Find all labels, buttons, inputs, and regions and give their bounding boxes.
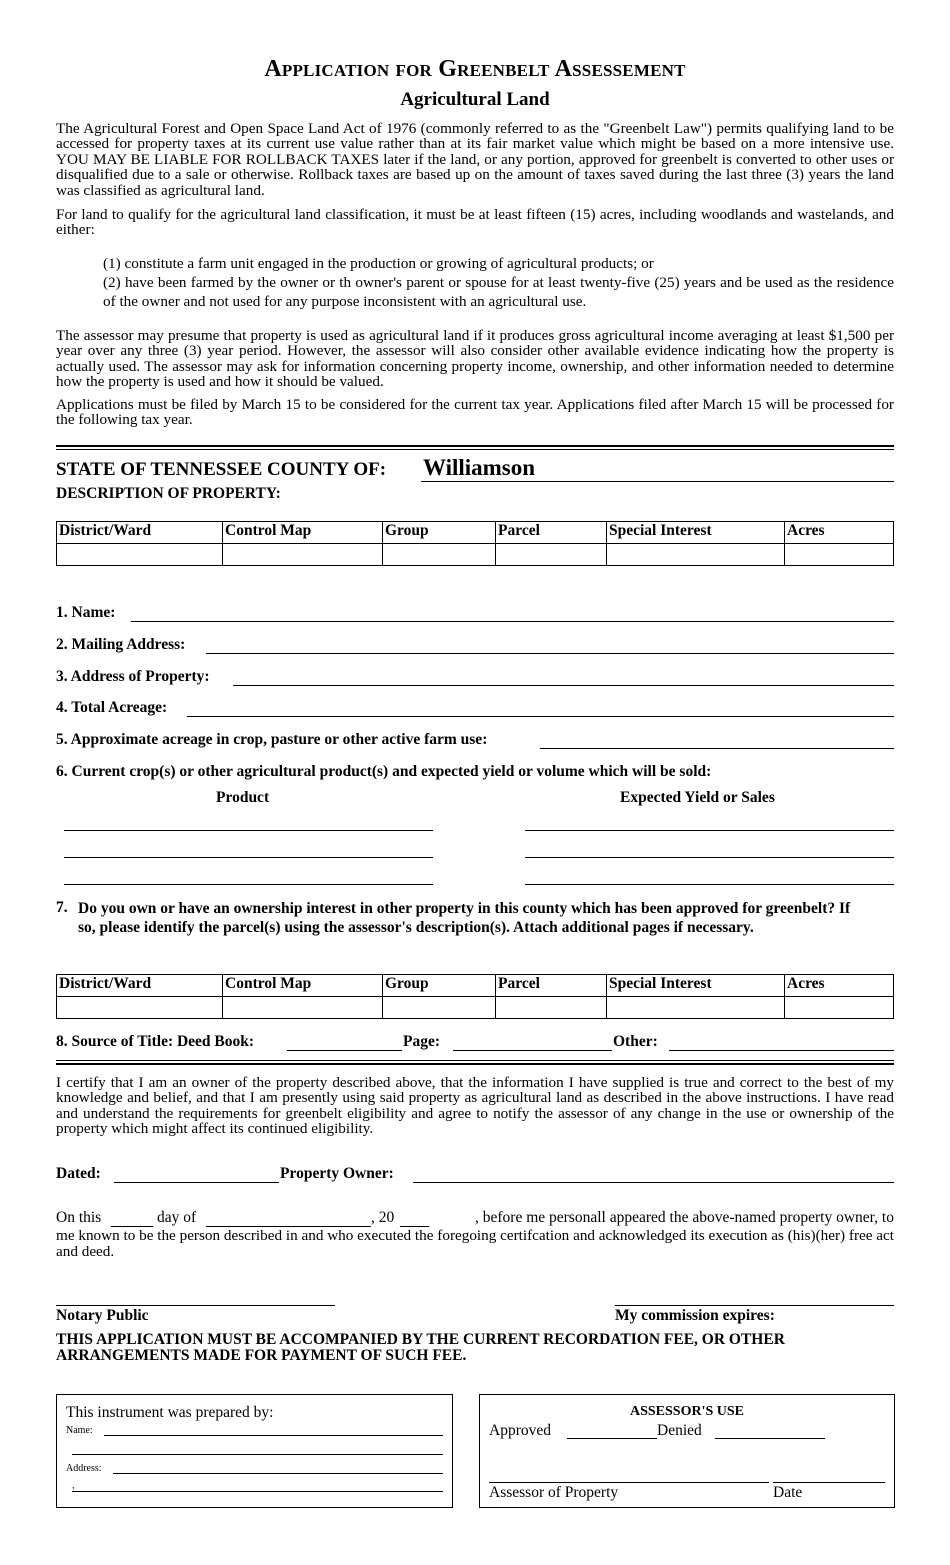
acres-cell[interactable]	[785, 544, 894, 566]
col-special-interest: Special Interest	[607, 522, 785, 544]
product-line-1[interactable]	[64, 830, 433, 831]
product-line-2[interactable]	[64, 857, 433, 858]
total-acreage-field[interactable]	[187, 716, 894, 717]
intro-paragraph-4: Applications must be filed by March 15 to be considered for the current tax year. Applications filed after March 15 will be processed for the following tax year.	[56, 396, 894, 429]
mailing-address-label: 2. Mailing Address:	[56, 636, 186, 653]
dated-field[interactable]	[114, 1182, 279, 1183]
notary-year-prefix: , 20	[371, 1209, 395, 1226]
yield-header: Expected Yield or Sales	[620, 789, 775, 806]
acres-cell[interactable]	[785, 997, 894, 1019]
special-interest-cell[interactable]	[607, 544, 785, 566]
table-header-row	[57, 522, 894, 544]
intro-paragraph-1: The Agricultural Forest and Open Space Land Act of 1976 (commonly referred to as the "Greenbelt Law") permits qualifying land to be accessed for property taxes at its current use value rather than at its fair market value which might be based on a more intensive use. YOU MAY BE LIABLE FOR ROLLBACK TAXES later if the land, or any portion, approved for greenbelt is converted to other uses or disqualified due to a sale or otherwise. Rollback taxes are based up on the amount of taxes saved during the last three (3) years the land was classified as agricultural land.	[56, 120, 894, 199]
notary-on-this: On this	[56, 1209, 102, 1226]
name-label: 1. Name:	[56, 604, 116, 621]
col-acres: Acres	[785, 975, 894, 997]
section-divider	[56, 445, 894, 450]
notary-appeared: , before me personall appeared the above-named property owner, to	[475, 1209, 894, 1226]
denied-label: Denied	[657, 1422, 702, 1439]
notary-signature-line[interactable]	[56, 1305, 335, 1306]
table-header-row	[57, 975, 894, 997]
control-map-cell[interactable]	[223, 544, 383, 566]
property-address-label: 3. Address of Property:	[56, 668, 210, 685]
col-district: District/Ward	[57, 975, 223, 997]
crops-label: 6. Current crop(s) or other agricultural product(s) and expected yield or volume which will be sold:	[56, 763, 712, 780]
form-title: Application for Greenbelt Assessement	[264, 56, 686, 82]
name-field[interactable]	[131, 621, 894, 622]
prepared-name-label: Name:	[66, 1425, 93, 1436]
parcel-cell[interactable]	[496, 997, 607, 1019]
assessor-date-line[interactable]	[773, 1482, 885, 1483]
col-control-map: Control Map	[223, 522, 383, 544]
property-owner-field[interactable]	[413, 1182, 894, 1183]
prepared-address-label: Address:	[66, 1463, 102, 1474]
approved-label: Approved	[489, 1422, 551, 1439]
table-row	[57, 544, 894, 566]
yield-line-3[interactable]	[525, 884, 894, 885]
group-cell[interactable]	[383, 544, 496, 566]
notary-public-label: Notary Public	[56, 1307, 149, 1324]
mailing-address-field[interactable]	[206, 653, 894, 654]
source-of-title-label: 8. Source of Title: Deed Book:	[56, 1033, 255, 1050]
district-cell[interactable]	[57, 544, 223, 566]
form-subtitle: Agricultural Land	[400, 89, 550, 110]
prepared-by-box	[56, 1394, 453, 1508]
prepared-by-title: This instrument was prepared by:	[66, 1404, 274, 1421]
assessor-of-property-label: Assessor of Property	[489, 1484, 619, 1501]
prepared-address-field[interactable]	[113, 1473, 443, 1474]
other-label: Other:	[613, 1033, 658, 1050]
commission-label: My commission expires:	[615, 1307, 775, 1324]
parcel-cell[interactable]	[496, 544, 607, 566]
table-row	[57, 997, 894, 1019]
criteria-item-2: (2) have been farmed by the owner or th owner's parent or spouse for at least twenty-five (25) years and be used as the residence of the owner and not used for any purpose inconsistent with an agricultural use.	[103, 274, 894, 310]
county-field[interactable]: Williamson	[423, 455, 536, 480]
intro-paragraph-3: The assessor may presume that property is used as agricultural land if it produces gross agricultural income averaging at least $1,500 per year over any three (3) year period. However, the assessor will also consider other available evidence indicating how the property is actually used. The assessor may ask for information concerning property income, ownership, and other information needed to determine how the property is used and how it should be valued.	[56, 327, 894, 391]
approx-acreage-label: 5. Approximate acreage in crop, pasture or other active farm use:	[56, 731, 488, 748]
notary-text: me known to be the person described in and who executed the foregoing certifcation and acknowledged its execution as (his)(her) free act and deed.	[56, 1227, 894, 1260]
deed-book-field[interactable]	[287, 1050, 402, 1051]
q7-number: 7.	[56, 899, 68, 916]
criteria-item-1: (1) constitute a farm unit engaged in the production or growing of agricultural products; or	[103, 255, 654, 272]
page-label: Page:	[403, 1033, 441, 1050]
section-divider	[56, 1060, 894, 1065]
other-field[interactable]	[669, 1050, 894, 1051]
approx-acreage-field[interactable]	[540, 748, 894, 749]
prepared-address-comma: ,	[72, 1480, 75, 1491]
prepared-name-line-2[interactable]	[72, 1454, 443, 1455]
control-map-cell[interactable]	[223, 997, 383, 1019]
denied-field[interactable]	[715, 1438, 825, 1439]
other-property-table	[56, 974, 894, 1019]
product-header: Product	[216, 789, 270, 806]
col-parcel: Parcel	[496, 522, 607, 544]
col-group: Group	[383, 522, 496, 544]
col-district: District/Ward	[57, 522, 223, 544]
commission-line[interactable]	[615, 1305, 894, 1306]
district-cell[interactable]	[57, 997, 223, 1019]
col-group: Group	[383, 975, 496, 997]
property-address-field[interactable]	[233, 685, 894, 686]
assessor-signature-line[interactable]	[489, 1482, 769, 1483]
yield-line-1[interactable]	[525, 830, 894, 831]
prepared-name-field[interactable]	[104, 1435, 443, 1436]
col-parcel: Parcel	[496, 975, 607, 997]
page-field[interactable]	[453, 1050, 612, 1051]
property-owner-label: Property Owner:	[280, 1165, 394, 1182]
group-cell[interactable]	[383, 997, 496, 1019]
certification-text: I certify that I am an owner of the property described above, that the information I have supplied is true and correct to the best of my knowledge and belief, and that I am presently using said property as agricultural land as described in the above instructions. I have read and understand the requirements for greenbelt eligibility and agree to notify the assessor of any change in the use or ownership of the property which might affect its continued eligibility.	[56, 1074, 894, 1138]
col-control-map: Control Map	[223, 975, 383, 997]
assessors-use-box	[479, 1394, 895, 1508]
special-interest-cell[interactable]	[607, 997, 785, 1019]
approved-field[interactable]	[567, 1438, 657, 1439]
assessors-use-title: ASSESSOR'S USE	[629, 1404, 744, 1419]
yield-line-2[interactable]	[525, 857, 894, 858]
county-label: STATE OF TENNESSEE COUNTY OF:	[56, 459, 387, 480]
description-label: DESCRIPTION OF PROPERTY:	[56, 485, 281, 502]
assessor-date-label: Date	[773, 1484, 803, 1501]
dated-label: Dated:	[56, 1165, 101, 1182]
q7-text: Do you own or have an ownership interest in other property in this county which has been approved for greenbelt? If so, please identify the parcel(s) using the assessor's description(s). Attach additional pages if necessary.	[78, 900, 851, 936]
total-acreage-label: 4. Total Acreage:	[56, 699, 168, 716]
notary-day-of: day of	[157, 1209, 197, 1226]
county-underline	[421, 481, 894, 482]
product-line-3[interactable]	[64, 884, 433, 885]
intro-paragraph-2: For land to qualify for the agricultural land classification, it must be at least fifteen (15) acres, including woodlands and wastelands, and either:	[56, 206, 894, 239]
prepared-address-line-2[interactable]	[72, 1491, 443, 1492]
col-special-interest: Special Interest	[607, 975, 785, 997]
fee-notice: THIS APPLICATION MUST BE ACCOMPANIED BY THE CURRENT RECORDATION FEE, OR OTHER ARRANGEMENTS MADE FOR PAYMENT OF SUCH FEE.	[56, 1331, 785, 1364]
property-description-table	[56, 521, 894, 566]
col-acres: Acres	[785, 522, 894, 544]
